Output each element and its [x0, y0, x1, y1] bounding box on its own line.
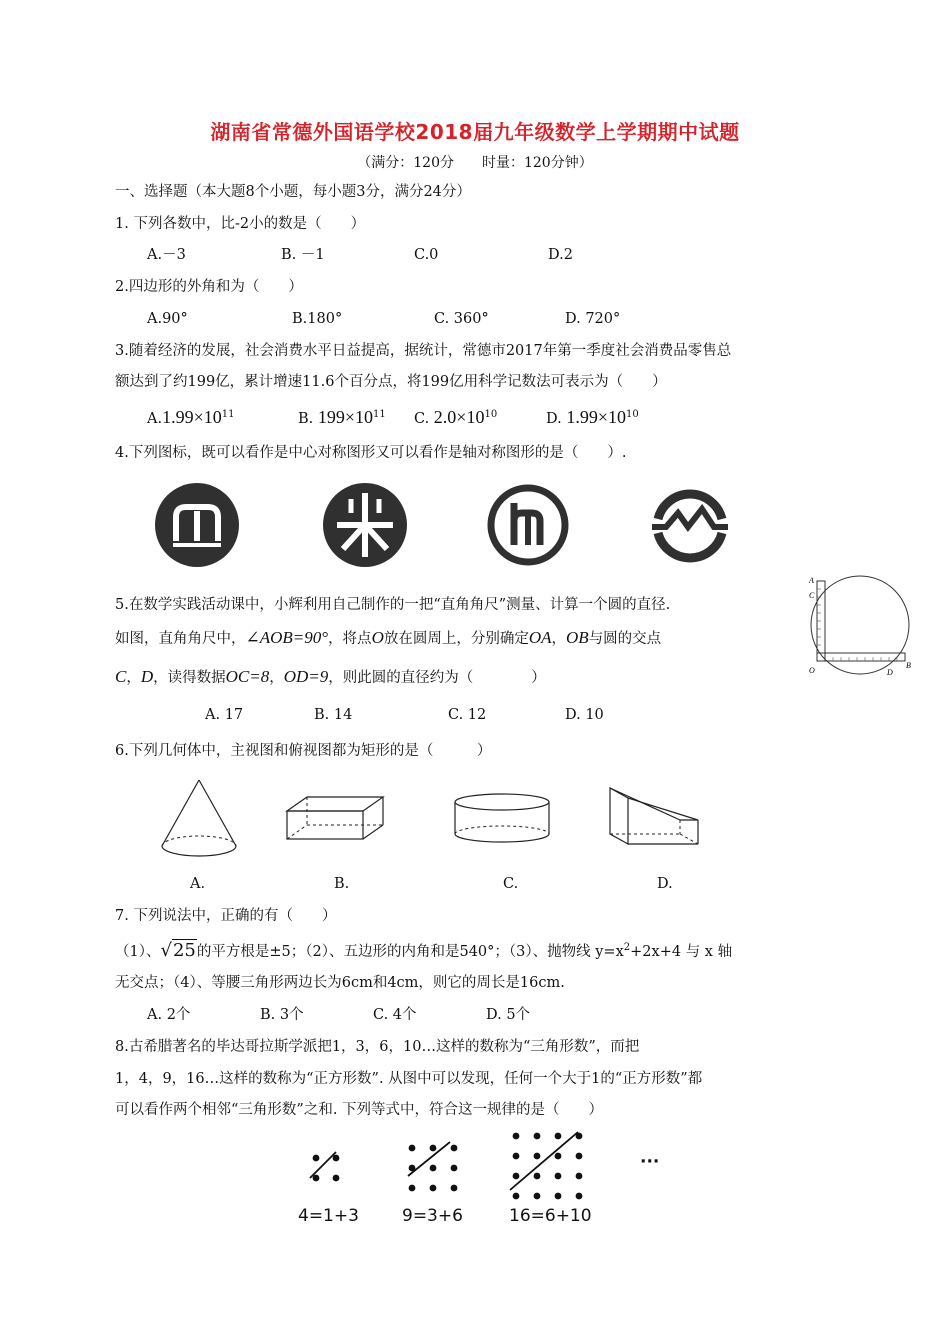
dot-pattern-9	[404, 1140, 464, 1198]
q8-line3: 可以看作两个相邻“三角形数”之和. 下列等式中，符合这一规律的是（ ）	[115, 1102, 604, 1118]
cylinder-solid-figure	[452, 792, 552, 848]
cuboid-solid-figure	[285, 795, 385, 845]
q6-option-d: D.	[657, 876, 673, 892]
q5-fig-label-c: C	[809, 591, 815, 600]
q8-line1: 8.古希腊著名的毕达哥拉斯学派把1，3，6，10…这样的数称为“三角形数”，而把	[115, 1039, 640, 1055]
q3-line1: 3.随着经济的发展，社会消费水平日益提高，据统计，常德市2017年第一季度社会消费品零售总	[115, 343, 732, 359]
q5-fig-label-o: O	[809, 666, 815, 675]
q5-fig-label-d: D	[887, 668, 893, 677]
q6-option-c: C.	[503, 876, 519, 892]
q1-option-d: D.2	[548, 247, 573, 263]
q5-option-b: B. 14	[314, 707, 353, 723]
q2-option-a: A.90°	[147, 311, 188, 327]
q5-line3: C，D，读得数据OC=8，OD=9，则此圆的直径约为（ ）	[115, 667, 546, 686]
q8-line2: 1，4，9，16…这样的数称为“正方形数”. 从图中可以发现，任何一个大于1的“正方形数”都	[115, 1071, 703, 1087]
q7-option-d: D. 5个	[486, 1007, 531, 1023]
equation-16: 16=6+10	[509, 1206, 592, 1226]
q7-stem: 7. 下列说法中，正确的有（ ）	[115, 908, 337, 924]
prism-solid-figure	[608, 786, 702, 848]
q2-option-b: B.180°	[292, 311, 343, 327]
q7-option-a: A. 2个	[147, 1007, 191, 1023]
q5-option-a: A. 17	[205, 707, 244, 723]
q3-option-d: D. $1.99\times 10^{10}$	[546, 406, 639, 427]
q5-line1: 5.在数学实践活动课中，小辉利用自己制作的一把“直角角尺”测量、计算一个圆的直径.	[115, 597, 671, 613]
logo-d-icon	[648, 483, 732, 567]
q6-option-a: A.	[190, 876, 206, 892]
q5-line2: 如图，直角角尺中，∠AOB=90°，将点O放在圆周上，分别确定OA，OB与圆的交点	[115, 628, 662, 647]
q2-stem: 2.四边形的外角和为（ ）	[115, 279, 303, 295]
cone-solid-figure	[158, 778, 240, 860]
q5-ruler-circle-figure	[805, 573, 915, 683]
q5-option-c: C. 12	[448, 707, 487, 723]
q1-option-c: C.0	[414, 247, 439, 263]
q5-fig-label-b: B	[906, 661, 911, 670]
equation-9: 9=3+6	[402, 1206, 463, 1226]
dot-pattern-4	[306, 1148, 346, 1188]
logo-a-icon	[155, 483, 239, 567]
q2-option-d: D. 720°	[565, 311, 621, 327]
q7-line1: （1）、√25的平方根是±5；（2）、五边形的内角和是540°；（3）、抛物线 $y=x^2+2x+4$ 与 x 轴	[115, 939, 733, 961]
q6-option-b: B.	[334, 876, 350, 892]
q3-line2: 额达到了约199亿，累计增速11.6个百分点，将199亿用科学记数法可表示为（ ）	[115, 374, 667, 390]
q5-fig-label-a: A	[809, 576, 814, 585]
q7-line2: 无交点；（4）、等腰三角形两边长为6cm和4cm，则它的周长是16cm.	[115, 975, 565, 991]
logo-b-icon	[323, 483, 407, 567]
q3-option-a: $A.1.99\times 10^{11}$	[147, 406, 235, 427]
continuation-dots: ···	[640, 1152, 660, 1172]
q5-option-d: D. 10	[565, 707, 604, 723]
equation-4: 4=1+3	[298, 1206, 359, 1226]
page-subtitle: （满分：120分 时量：120分钟）	[357, 155, 593, 171]
q4-stem: 4.下列图标，既可以看作是中心对称图形又可以看作是轴对称图形的是（ ）.	[115, 445, 627, 461]
logo-c-icon	[486, 483, 570, 567]
q1-option-b: B. －1	[281, 247, 325, 263]
q7-option-c: C. 4个	[373, 1007, 417, 1023]
dot-pattern-16	[508, 1130, 592, 1204]
q1-option-a: A.－3	[147, 247, 186, 263]
q3-option-c: C. $2.0\times 10^{10}$	[414, 406, 498, 427]
page-title: 湖南省常德外国语学校2018届九年级数学上学期期中试题	[210, 120, 740, 144]
q6-stem: 6.下列几何体中，主视图和俯视图都为矩形的是（ ）	[115, 743, 492, 759]
sqrt-symbol: √25	[160, 939, 196, 961]
q1-stem: 1. 下列各数中，比-2小的数是（ ）	[115, 216, 366, 232]
section-heading: 一、选择题（本大题8个小题，每小题3分，满分24分）	[115, 184, 471, 200]
q3-option-b: B. $199\times 10^{11}$	[298, 406, 386, 427]
q7-option-b: B. 3个	[260, 1007, 304, 1023]
q2-option-c: C. 360°	[434, 311, 489, 327]
